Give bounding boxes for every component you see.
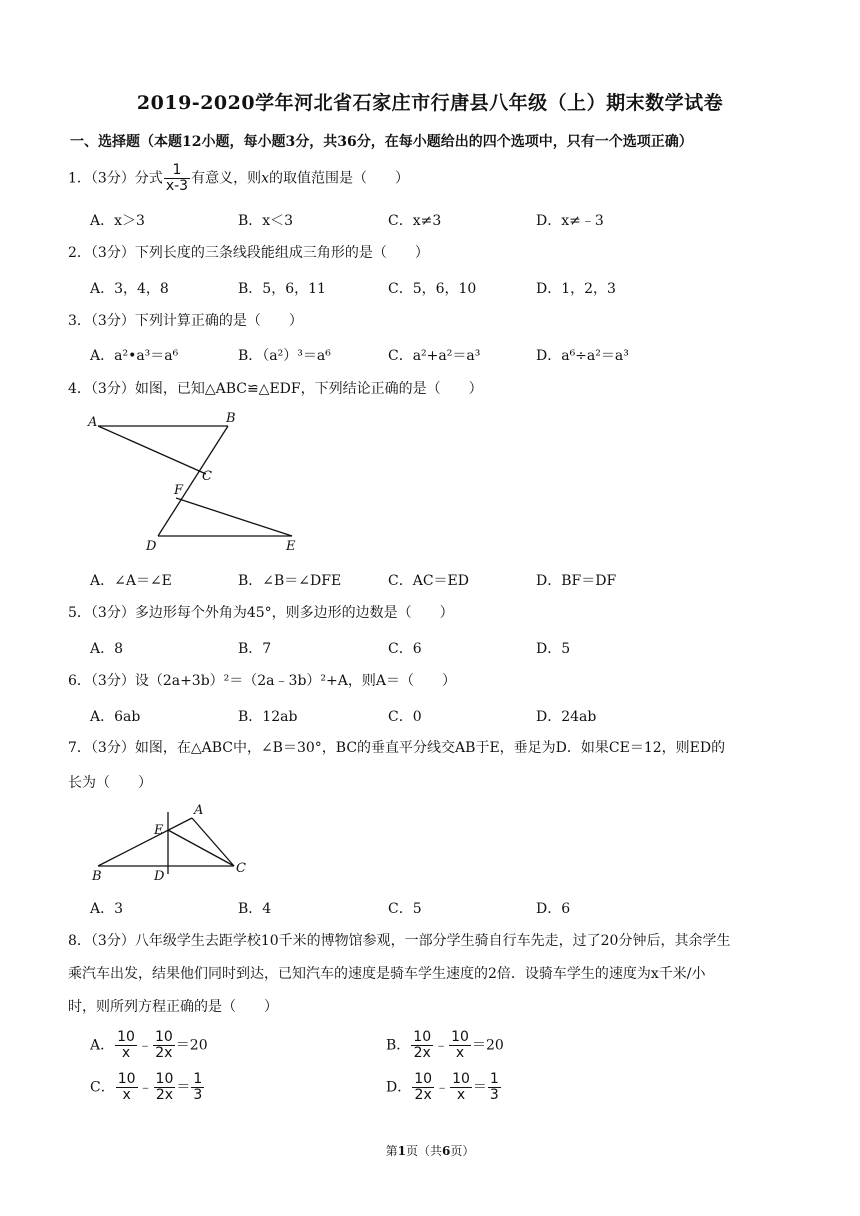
q8-d-n1: 10 [414, 1071, 433, 1087]
q8-c-d2: 2x [154, 1087, 176, 1103]
q8-a-op: ﹣ [137, 1037, 152, 1054]
q1-options [90, 210, 830, 232]
q4-label-d: D [146, 539, 157, 554]
q7-option-d[interactable]: D．6 [536, 901, 571, 917]
q8-b-d1: 2x [411, 1045, 433, 1061]
q7-label-c: C [236, 861, 246, 876]
q1-frac-num: 1 [172, 162, 182, 178]
q4-label-e: E [286, 539, 296, 554]
q8-b-d2: x [449, 1045, 471, 1061]
q1-frac-den: x-3 [165, 178, 189, 194]
q8-a-frac-1 [115, 1030, 137, 1061]
q2-options [90, 278, 830, 300]
q7-line-ba [98, 818, 192, 866]
q8-c-label: C． [90, 1079, 115, 1096]
q8-c-frac-1 [116, 1072, 138, 1103]
q7-label-e: E [154, 823, 164, 838]
q6-option-c[interactable]: C．0 [388, 709, 422, 725]
question-4: 4．（3分）如图，已知△ABC≌△EDF，下列结论正确的是（ ） [68, 381, 483, 397]
footer-page-number: 1 [397, 1144, 406, 1158]
q1-var: x [261, 170, 269, 187]
q8-options-row-1 [90, 1030, 830, 1064]
q2-option-b[interactable]: B．5，6，11 [238, 281, 326, 297]
q4-label-b: B [226, 411, 236, 426]
q5-option-c[interactable]: C．6 [388, 641, 422, 657]
q8-c-d1: x [116, 1087, 138, 1103]
q3-option-a[interactable]: A．a²•a³＝a⁶ [90, 348, 179, 364]
q5-options [90, 638, 830, 660]
q8-b-frac-2 [449, 1030, 471, 1061]
q7-line-ac [192, 818, 234, 866]
q5-option-a[interactable]: A．8 [90, 641, 124, 657]
q8-c-frac-3 [191, 1072, 204, 1103]
q7-label-d: D [154, 869, 165, 884]
q4-label-f: F [174, 483, 184, 498]
q6-option-d[interactable]: D．24ab [536, 709, 597, 725]
q2-option-a[interactable]: A．3，4，8 [90, 281, 169, 297]
q2-option-d[interactable]: D．1，2，3 [536, 281, 616, 297]
q8-a-n1: 10 [117, 1029, 135, 1045]
q8-b-n2: 10 [451, 1029, 469, 1045]
question-8-line-3: 时，则所列方程正确的是（ ） [68, 999, 278, 1015]
q8-d-rn: 1 [489, 1071, 499, 1087]
q1-suffix-a: 有意义，则 [191, 170, 262, 187]
q8-d-rd: 3 [489, 1087, 499, 1103]
question-8-line-2: 乘汽车出发，结果他们同时到达，已知汽车的速度是骑车学生速度的2倍．设骑车学生的速度为x千米/小 [68, 966, 706, 982]
q1-fraction [164, 163, 190, 194]
q4-option-b[interactable]: B．∠B＝∠DFE [238, 573, 342, 589]
q8-d-rhs: ＝ [472, 1079, 487, 1096]
q4-line-ac [98, 426, 206, 474]
q8-c-op: ﹣ [138, 1079, 153, 1096]
footer-mid: 页（共 [405, 1144, 442, 1158]
q7-label-b: B [92, 869, 102, 884]
q8-c-rn: 1 [193, 1071, 203, 1087]
q3-option-b[interactable]: B．（a²）³＝a⁶ [238, 348, 331, 364]
question-7-line-1: 7．（3分）如图，在△ABC中，∠B＝30°，BC的垂直平分线交AB于E，垂足为D．如果CE＝12，则ED的 [68, 740, 726, 756]
question-2: 2．（3分）下列长度的三条线段能组成三角形的是（ ） [68, 245, 429, 261]
q8-options-row-2 [90, 1072, 830, 1106]
q4-label-a: A [88, 415, 98, 430]
q8-a-frac-2 [153, 1030, 175, 1061]
q7-options [90, 898, 830, 920]
q1-option-a[interactable]: A．x＞3 [90, 213, 145, 229]
q7-option-a[interactable]: A．3 [90, 901, 124, 917]
q8-option-d[interactable] [386, 1072, 502, 1103]
q1-option-b[interactable]: B．x＜3 [238, 213, 294, 229]
question-5: 5．（3分）多边形每个外角为45°，则多边形的边数是（ ） [68, 605, 454, 621]
q8-b-label: B． [386, 1037, 411, 1054]
q6-option-b[interactable]: B．12ab [238, 709, 298, 725]
q7-line-ec [168, 830, 234, 866]
q2-option-c[interactable]: C．5，6，10 [388, 281, 477, 297]
q1-option-d[interactable]: D．x≠﹣3 [536, 213, 604, 229]
q8-c-frac-2 [154, 1072, 176, 1103]
q7-figure [84, 802, 264, 884]
q4-figure [84, 408, 314, 558]
q8-d-label: D． [386, 1079, 412, 1096]
q8-d-frac-3 [488, 1072, 501, 1103]
q7-option-b[interactable]: B．4 [238, 901, 272, 917]
footer-suffix: 页） [450, 1144, 475, 1158]
q8-c-n2: 10 [155, 1071, 174, 1087]
q4-line-bd [158, 426, 228, 536]
q8-d-frac-2 [450, 1072, 472, 1103]
q7-option-c[interactable]: C．5 [388, 901, 422, 917]
q8-c-rd: 3 [193, 1087, 203, 1103]
q8-b-n1: 10 [413, 1029, 432, 1045]
q8-a-d1: x [115, 1045, 137, 1061]
q8-c-rhs: ＝ [176, 1079, 191, 1096]
q6-option-a[interactable]: A．6ab [90, 709, 141, 725]
q8-a-label: A． [90, 1037, 115, 1054]
q8-d-op: ﹣ [435, 1079, 450, 1096]
footer-total-pages: 6 [442, 1144, 451, 1158]
q3-options [90, 345, 830, 367]
q8-b-op: ﹣ [434, 1037, 449, 1054]
q3-option-d[interactable]: D．a⁶÷a²＝a³ [536, 348, 629, 364]
q8-d-n2: 10 [452, 1071, 470, 1087]
q3-option-c[interactable]: C．a²+a²＝a³ [388, 348, 481, 364]
q1-option-c[interactable]: C．x≠3 [388, 213, 442, 229]
q8-option-c[interactable] [90, 1072, 205, 1103]
q7-label-a: A [194, 803, 204, 818]
question-3: 3．（3分）下列计算正确的是（ ） [68, 313, 303, 329]
q4-options [90, 570, 830, 592]
q8-c-n1: 10 [117, 1071, 136, 1087]
q8-b-rhs: ＝20 [471, 1037, 504, 1054]
q4-option-d[interactable]: D．BF＝DF [536, 573, 617, 589]
q8-b-frac-1 [411, 1030, 433, 1061]
q4-label-c: C [202, 469, 212, 484]
q5-option-b[interactable]: B．7 [238, 641, 272, 657]
q8-option-a[interactable] [90, 1030, 208, 1061]
question-6: 6．（3分）设（2a+3b）²＝（2a﹣3b）²+A，则A＝（ ） [68, 673, 456, 689]
q6-options [90, 706, 830, 728]
q8-a-rhs: ＝20 [175, 1037, 208, 1054]
q1-suffix-b: 的取值范围是（ ） [268, 170, 409, 187]
q4-option-c[interactable]: C．AC＝ED [388, 573, 469, 589]
q5-option-d[interactable]: D．5 [536, 641, 571, 657]
page-footer [0, 1142, 860, 1159]
q4-line-fe [176, 498, 292, 536]
section-heading: 一、选择题（本题12小题，每小题3分，共36分，在每小题给出的四个选项中，只有一个选项正确） [70, 134, 693, 150]
question-7-line-2: 长为（ ） [68, 775, 152, 791]
q4-option-a[interactable]: A．∠A＝∠E [90, 573, 172, 589]
q8-a-d2: 2x [153, 1045, 175, 1061]
q8-a-n2: 10 [154, 1029, 173, 1045]
q8-option-b[interactable] [386, 1030, 504, 1061]
question-8-line-1: 8．（3分）八年级学生去距学校10千米的博物馆参观，一部分学生骑自行车先走，过了20分钟后，其余学生 [68, 933, 731, 949]
question-1 [68, 163, 838, 194]
footer-prefix: 第 [385, 1144, 398, 1158]
q1-prefix: 1．（3分）分式 [68, 170, 163, 187]
q8-d-d2: x [450, 1087, 472, 1103]
q8-d-d1: 2x [412, 1087, 434, 1103]
page-title: 2019-2020学年河北省石家庄市行唐县八年级（上）期末数学试卷 [136, 92, 724, 114]
q8-d-frac-1 [412, 1072, 434, 1103]
